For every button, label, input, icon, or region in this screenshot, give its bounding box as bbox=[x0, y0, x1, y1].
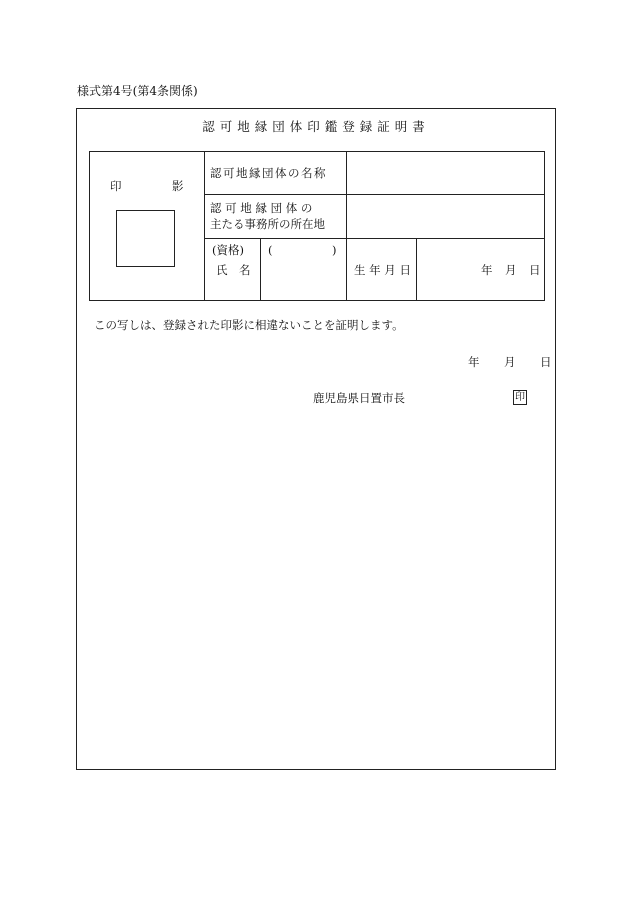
row-divider-1 bbox=[204, 194, 545, 195]
qualification-paren-open: ( bbox=[268, 243, 273, 257]
birth-day-label: 日 bbox=[529, 263, 541, 277]
issue-date-month: 月 bbox=[504, 355, 516, 369]
seal-impression-label-2: 影 bbox=[172, 179, 184, 193]
issue-date-day: 日 bbox=[540, 355, 552, 369]
qualification-divider bbox=[260, 238, 261, 301]
certificate-title: 認可地縁団体印鑑登録証明書 bbox=[202, 119, 430, 134]
label-column-divider bbox=[346, 151, 347, 301]
issue-date-year: 年 bbox=[468, 355, 480, 369]
birth-month-label: 月 bbox=[505, 263, 517, 277]
table-border-right bbox=[544, 151, 545, 301]
table-border-top bbox=[89, 151, 545, 152]
name-label: 氏 名 bbox=[216, 263, 251, 277]
form-number: 様式第4号(第4条関係) bbox=[77, 84, 198, 98]
issuer-name: 鹿児島県日置市長 bbox=[313, 391, 405, 405]
office-location-label: 認 可 地 縁 団 体 の bbox=[210, 201, 313, 215]
row-divider-2 bbox=[204, 238, 545, 239]
office-location-label-2: 主たる事務所の所在地 bbox=[210, 217, 325, 231]
birthdate-label: 生 年 月 日 bbox=[354, 263, 411, 277]
table-border-bottom bbox=[89, 300, 545, 301]
qualification-label: (資格) bbox=[212, 243, 244, 257]
birth-year-label: 年 bbox=[481, 263, 493, 277]
certification-statement: この写しは、登録された印影に相違ないことを証明します。 bbox=[94, 318, 404, 332]
seal-impression-box bbox=[116, 210, 175, 267]
certificate-frame bbox=[76, 108, 556, 770]
qualification-paren-close: ) bbox=[332, 243, 337, 257]
birthdate-divider bbox=[416, 238, 417, 301]
official-seal-mark: 印 bbox=[515, 392, 525, 403]
table-border-left bbox=[89, 151, 90, 301]
seal-impression-label: 印 bbox=[110, 179, 122, 193]
seal-column-divider bbox=[204, 151, 205, 301]
group-name-label: 認可地縁団体の名称 bbox=[210, 166, 327, 180]
